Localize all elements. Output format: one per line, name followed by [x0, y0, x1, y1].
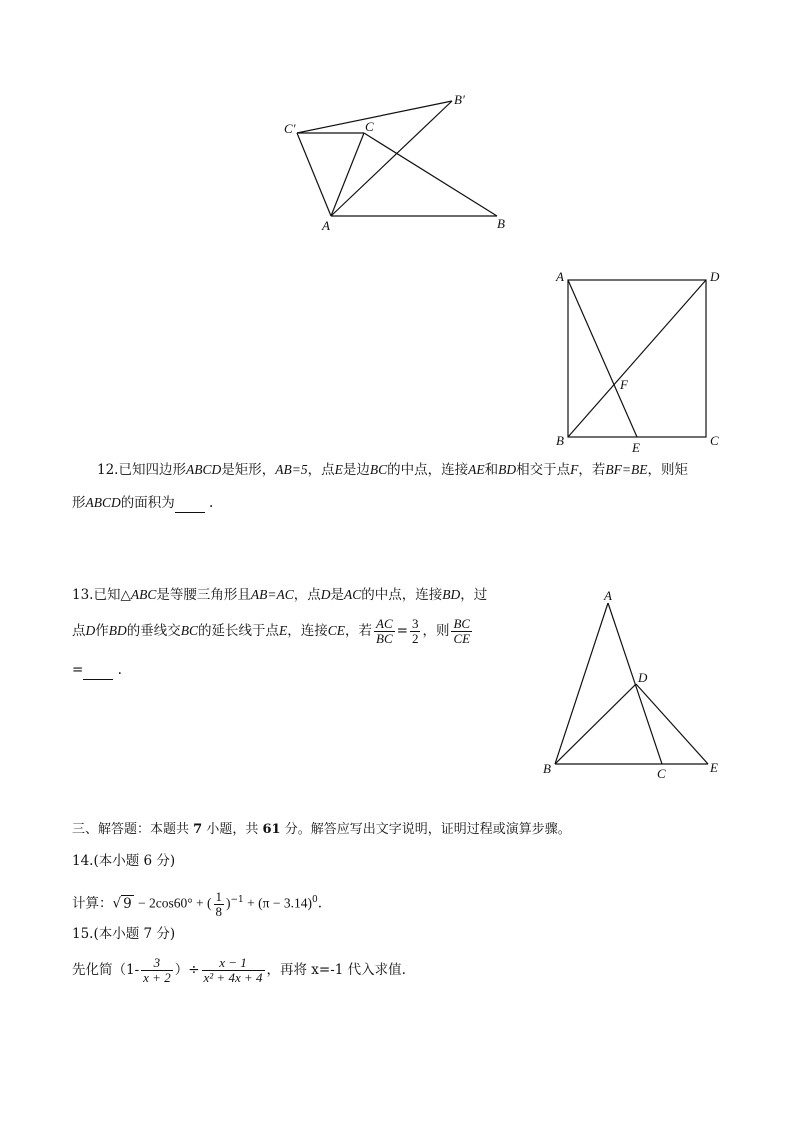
fraction-1-8: $\frac{1}{8}$: [215, 888, 222, 919]
question-12-line-1: 12.已知四边形ABCD是矩形，AB=5，点E是边BC的中点，连接AE和BD相交于点F，若BF=BE，则矩: [97, 462, 688, 478]
segment-c-a: [331, 133, 364, 216]
question-14-expression: 计算：√ 9 − 2cos60° + ( $\frac{1}{8}$ )$^{-1} + (\pi - 3.14)^0$.: [72, 888, 322, 919]
label-d: D: [710, 269, 720, 284]
label-a: A: [556, 269, 564, 284]
segment-cp-a: [297, 133, 331, 216]
segment-b-d: [568, 280, 706, 437]
label-b: B: [556, 433, 564, 448]
label-a: A: [604, 588, 612, 603]
label-c-prime: C′: [284, 121, 296, 136]
label-c: C: [657, 766, 666, 781]
segment-a-c: [608, 603, 662, 764]
figure-isosceles-triangle: [538, 585, 728, 785]
segment-b-d: [555, 684, 636, 764]
question-13-line-2: 点D作BD的垂线交BC的延长线于点E，连接CE，若 $\frac{AC}{BC}$ = $\frac{3}{2}$ ，则 $\frac{BC}{CE}$: [72, 616, 471, 646]
question-15-heading: 15.(本小题 7 分): [72, 926, 176, 942]
label-b-prime: B′: [454, 92, 465, 107]
segment-d-e: [636, 684, 708, 764]
question-15-expression: 先化简（1- $\frac{3}{x + 2}$ ）÷ $\frac{x - 1}{\text{x² + 4x + 4}}$ ，再将 x=-1 代入求值.: [72, 955, 406, 985]
segment-a-bp: [331, 101, 452, 216]
label-e: E: [632, 440, 640, 455]
label-f: F: [620, 377, 628, 392]
fraction-3-over-x-plus-2: $\frac{3}{x + 2}$: [143, 955, 171, 985]
label-d: D: [638, 670, 648, 685]
question-12-line-2: 形ABCD的面积为 .: [72, 495, 214, 511]
label-c: C: [365, 119, 374, 134]
figure-rectangle-abcd: [550, 265, 725, 460]
figure-rotated-triangles: [280, 90, 510, 240]
fraction-bc-ce: $\frac{BC}{CE}$: [453, 616, 471, 646]
answer-blank[interactable]: [83, 665, 113, 680]
label-e: E: [710, 760, 718, 775]
fraction-3-2: $\frac{3}{2}$: [411, 616, 419, 646]
fraction-x-minus-1-over-quadratic: $\frac{x - 1}{\text{x² + 4x + 4}}$: [203, 955, 263, 985]
label-a: A: [322, 218, 330, 233]
question-13-line-1: 13.已知△ABC是等腰三角形且AB=AC，点D是AC的中点，连接BD，过: [72, 587, 488, 603]
label-b: B: [497, 216, 505, 231]
label-b: B: [543, 761, 551, 776]
answer-blank[interactable]: [175, 498, 205, 513]
section-3-heading: 三、解答题：本题共 7 小题，共 61 分。解答应写出文字说明，证明过程或演算步骤。: [72, 822, 571, 837]
segment-a-b: [555, 603, 608, 764]
segment-c-b: [364, 133, 497, 216]
fraction-ac-bc: $\frac{AC}{BC}$: [376, 616, 393, 646]
segment-cp-bp: [297, 101, 452, 133]
segment-a-e: [568, 280, 637, 437]
question-13-line-3: = .: [72, 662, 122, 678]
label-c: C: [710, 433, 719, 448]
question-14-heading: 14.(本小题 6 分): [72, 853, 176, 869]
